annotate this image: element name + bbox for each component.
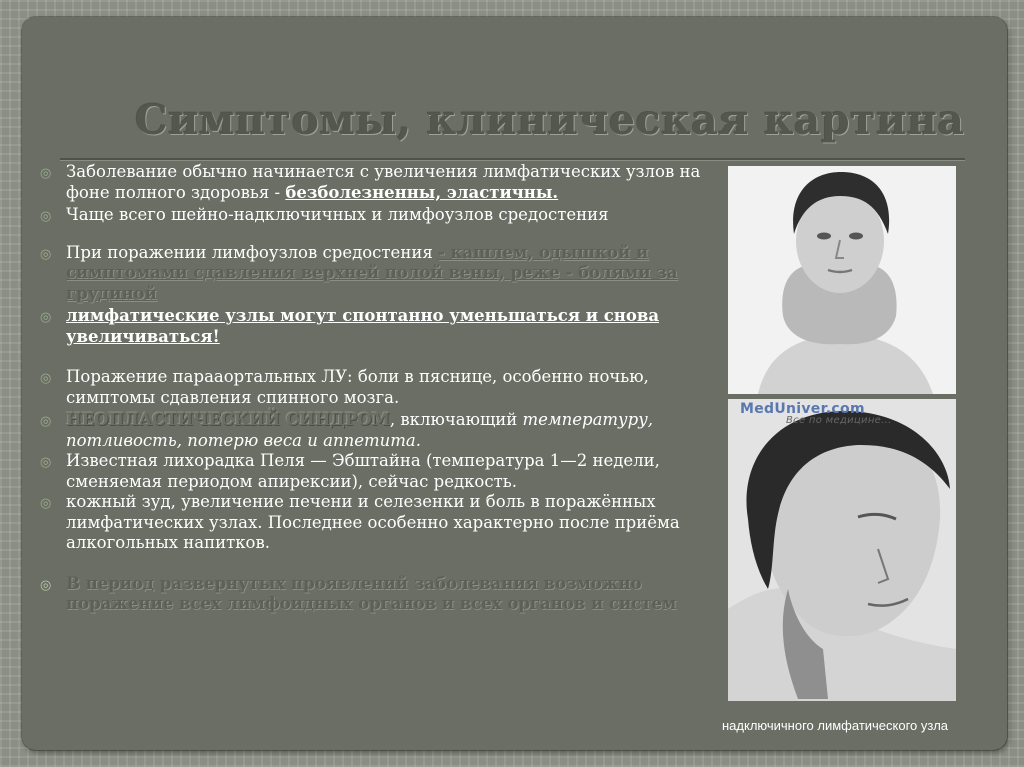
- bullet-item: [40, 574, 730, 615]
- bullet-item: [40, 162, 730, 203]
- bullet-text: В период развернутых проявлений заболевания возможно поражение всех лимфоидных органов и всех органов и систем: [66, 573, 677, 613]
- watermark-site: MedUniver.com: [740, 401, 865, 417]
- bullet-text: При поражении лимфоузлов средостения: [66, 242, 438, 262]
- bullet-text: кожный зуд, увеличение печени и селезенки и боль в поражённых лимфатических узлах. Последнее особенно характерно после приёма алкогольных напитков.: [66, 492, 680, 552]
- boy-neck-swelling-image: [728, 166, 956, 394]
- bullet-text: Чаще всего шейно-надключичных и лимфоузлов средостения: [66, 205, 609, 224]
- bullet-text: Поражение парааортальных ЛУ: боли в пяснице, особенно ночью, симптомы сдавления спинного мозга.: [66, 367, 649, 407]
- bullet-text: , включающий: [389, 410, 523, 429]
- photo-watermark: [740, 401, 892, 426]
- bullet-icon: ◎: [40, 209, 52, 224]
- woman-neck-swelling-image: [728, 399, 956, 701]
- watermark-subtitle: Все по медицине...: [786, 415, 892, 426]
- bullet-text: Заболевание обычно начинается с увеличения лимфатических узлов на фоне полного здоровья -: [66, 162, 701, 202]
- bullet-icon: ◎: [40, 414, 52, 429]
- bullet-emphasis: лимфатические узлы могут спонтанно уменьшаться и снова увеличиваться!: [66, 306, 660, 346]
- bullet-italic: температуру, потливость, потерю веса и аппетита.: [66, 410, 654, 450]
- slide-title: Симптомы, клиническая картина: [135, 96, 965, 144]
- bullet-item: [40, 205, 730, 226]
- bullet-item: [40, 410, 730, 451]
- bullet-icon: ◎: [40, 371, 52, 386]
- bullet-item: [40, 367, 730, 408]
- patient-photo-woman: [728, 399, 956, 701]
- photo-caption: надключичного лимфатического узла: [722, 718, 949, 733]
- bullet-list: [40, 162, 730, 615]
- bullet-icon: ◎: [40, 246, 52, 262]
- syndrome-label: НЕОПЛАСТИЧЕСКИЙ СИНДРОМ: [66, 410, 390, 429]
- bullet-text: Известная лихорадка Пеля — Эбштайна (температура 1—2 недели, сменяемая периодом апирексии), сейчас редкость.: [66, 451, 660, 491]
- bullet-icon: ◎: [40, 496, 52, 511]
- title-divider: [60, 158, 965, 161]
- bullet-emphasis: безболезненны, эластичны.: [285, 182, 559, 202]
- bullet-icon: ◎: [40, 166, 52, 181]
- bullet-emphasis: - кашлем, одышкой и симптомами сдавления верхней полой вены, реже - болями за грудиной: [66, 242, 678, 303]
- bullet-icon: ◎: [40, 310, 52, 325]
- bullet-item: [40, 451, 730, 492]
- patient-photo-boy: [728, 166, 956, 394]
- bullet-item: [40, 492, 730, 554]
- bullet-icon: ◎: [40, 577, 52, 593]
- bullet-item: [40, 306, 730, 347]
- bullet-icon: ◎: [40, 455, 52, 470]
- bullet-item: [40, 243, 730, 305]
